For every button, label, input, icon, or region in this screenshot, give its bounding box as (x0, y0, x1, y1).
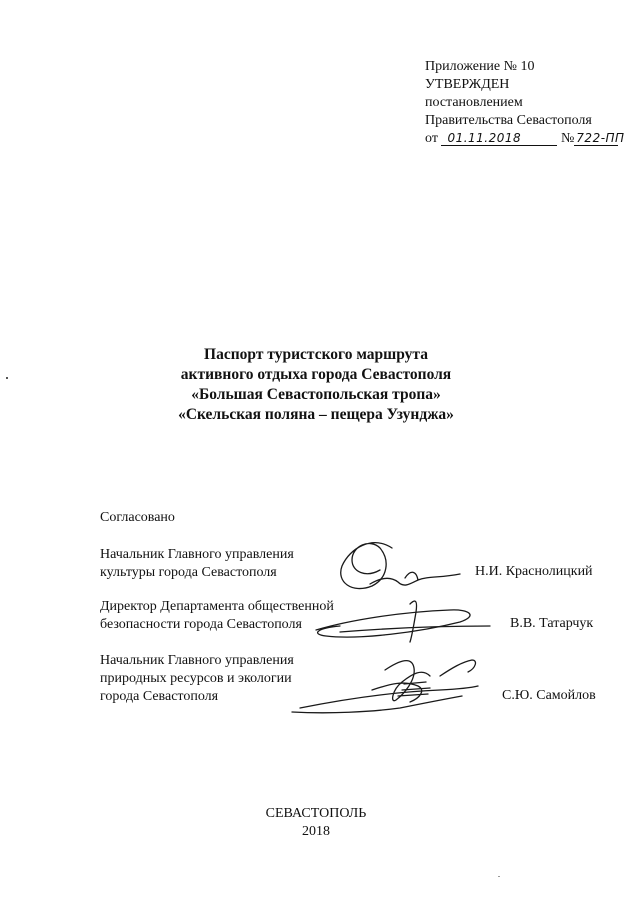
position-line: природных ресурсов и экологии (100, 671, 292, 686)
position-line: города Севастополя (100, 689, 219, 704)
signature-1-stroke (405, 572, 418, 580)
signatory-1-name: Н.И. Краснолицкий (475, 564, 593, 579)
handwritten-number: 722-ПП (576, 131, 625, 145)
signatory-3-name: С.Ю. Самойлов (502, 688, 596, 703)
title-line-3: «Большая Севастопольская тропа» (191, 386, 441, 403)
title-line-4: «Скельская поляна – пещера Узунджа» (178, 406, 454, 423)
agreed-label: Согласовано (100, 510, 175, 525)
footer (0, 805, 632, 841)
signature-2-stroke (316, 610, 470, 637)
number-prefix: № (560, 131, 575, 146)
signature-2-stroke (410, 601, 417, 642)
signature-3-stroke (440, 660, 475, 676)
signature-3-stroke (300, 686, 478, 708)
position-line: безопасности города Севастополя (100, 617, 302, 632)
handwritten-date: 01.11.2018 (441, 131, 557, 146)
position-line: Директор Департамента общественной (100, 599, 334, 614)
title-line-2: активного отдыха города Севастополя (180, 366, 452, 383)
title-line-1: Паспорт туристского маршрута (204, 346, 428, 363)
government-label: Правительства Севастополя (425, 113, 592, 128)
appendix-label: Приложение № 10 (425, 59, 535, 74)
position-line: Начальник Главного управления (100, 547, 294, 562)
approved-label: УТВЕРЖДЕН (425, 77, 510, 92)
position-line: культуры города Севастополя (100, 565, 277, 580)
position-line: Начальник Главного управления (100, 653, 294, 668)
footer-year: 2018 (302, 824, 330, 839)
resolution-label: постановлением (425, 95, 523, 110)
signature-1-stroke (341, 543, 392, 589)
signatory-2-name: В.В. Татарчук (510, 616, 594, 631)
date-prefix: от (425, 131, 438, 146)
footer-city: СЕВАСТОПОЛЬ (265, 806, 367, 821)
